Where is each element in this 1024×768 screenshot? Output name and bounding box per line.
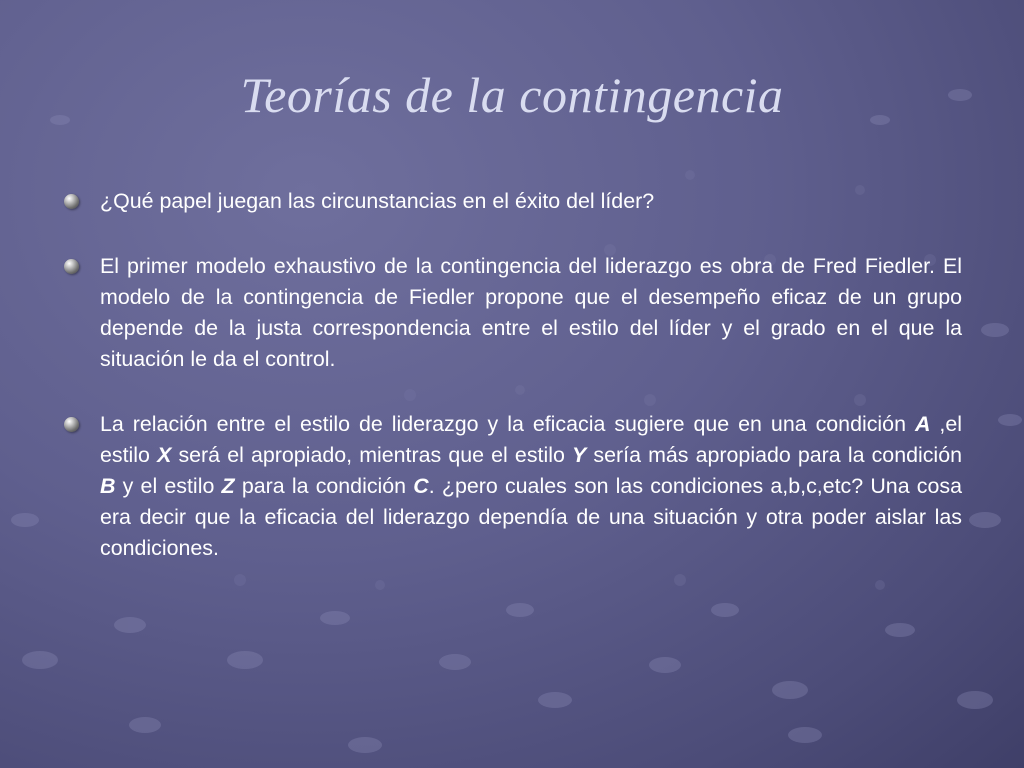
text-run: ,el estilo [100, 412, 962, 467]
style-x-label: X [157, 443, 172, 467]
sphere-bullet-icon [64, 194, 79, 209]
slide-title: Teorías de la contingencia [240, 67, 784, 123]
bullet-item [64, 409, 962, 564]
bullet-item [64, 186, 962, 217]
text-run: será el apropiado, mientras que el estilo [171, 443, 572, 467]
bullet-text: El primer modelo exhaustivo de la contingencia del liderazgo es obra de Fred Fiedler. El modelo de la contingencia de Fiedler propone que el desempeño eficaz de un grupo depende de la justa correspondencia entre el estilo del líder y el grado en el que la situación le da el control. [100, 254, 962, 371]
bullet-item [64, 251, 962, 375]
sphere-bullet-icon [64, 417, 79, 432]
condition-b-label: B [100, 474, 116, 498]
text-run: La relación entre el estilo de liderazgo y la eficacia sugiere que en una condición [100, 412, 915, 436]
sphere-bullet-icon [64, 259, 79, 274]
condition-a-label: A [914, 412, 931, 436]
bullet-text: ¿Qué papel juegan las circunstancias en el éxito del líder? [100, 189, 655, 213]
bullet-text [100, 412, 962, 560]
bullet-list [64, 186, 962, 598]
condition-c-label: C [413, 474, 429, 498]
style-y-label: Y [572, 443, 587, 467]
style-z-label: Z [221, 474, 235, 498]
text-run: . ¿pero cuales son las condiciones a,b,c,etc? Una cosa era decir que la eficacia del liderazgo dependía de una situación y otra poder aislar las condiciones. [100, 474, 962, 560]
text-run: sería más apropiado para la condición [586, 443, 962, 467]
text-run: y el estilo [115, 474, 222, 498]
text-run: para la condición [234, 474, 414, 498]
